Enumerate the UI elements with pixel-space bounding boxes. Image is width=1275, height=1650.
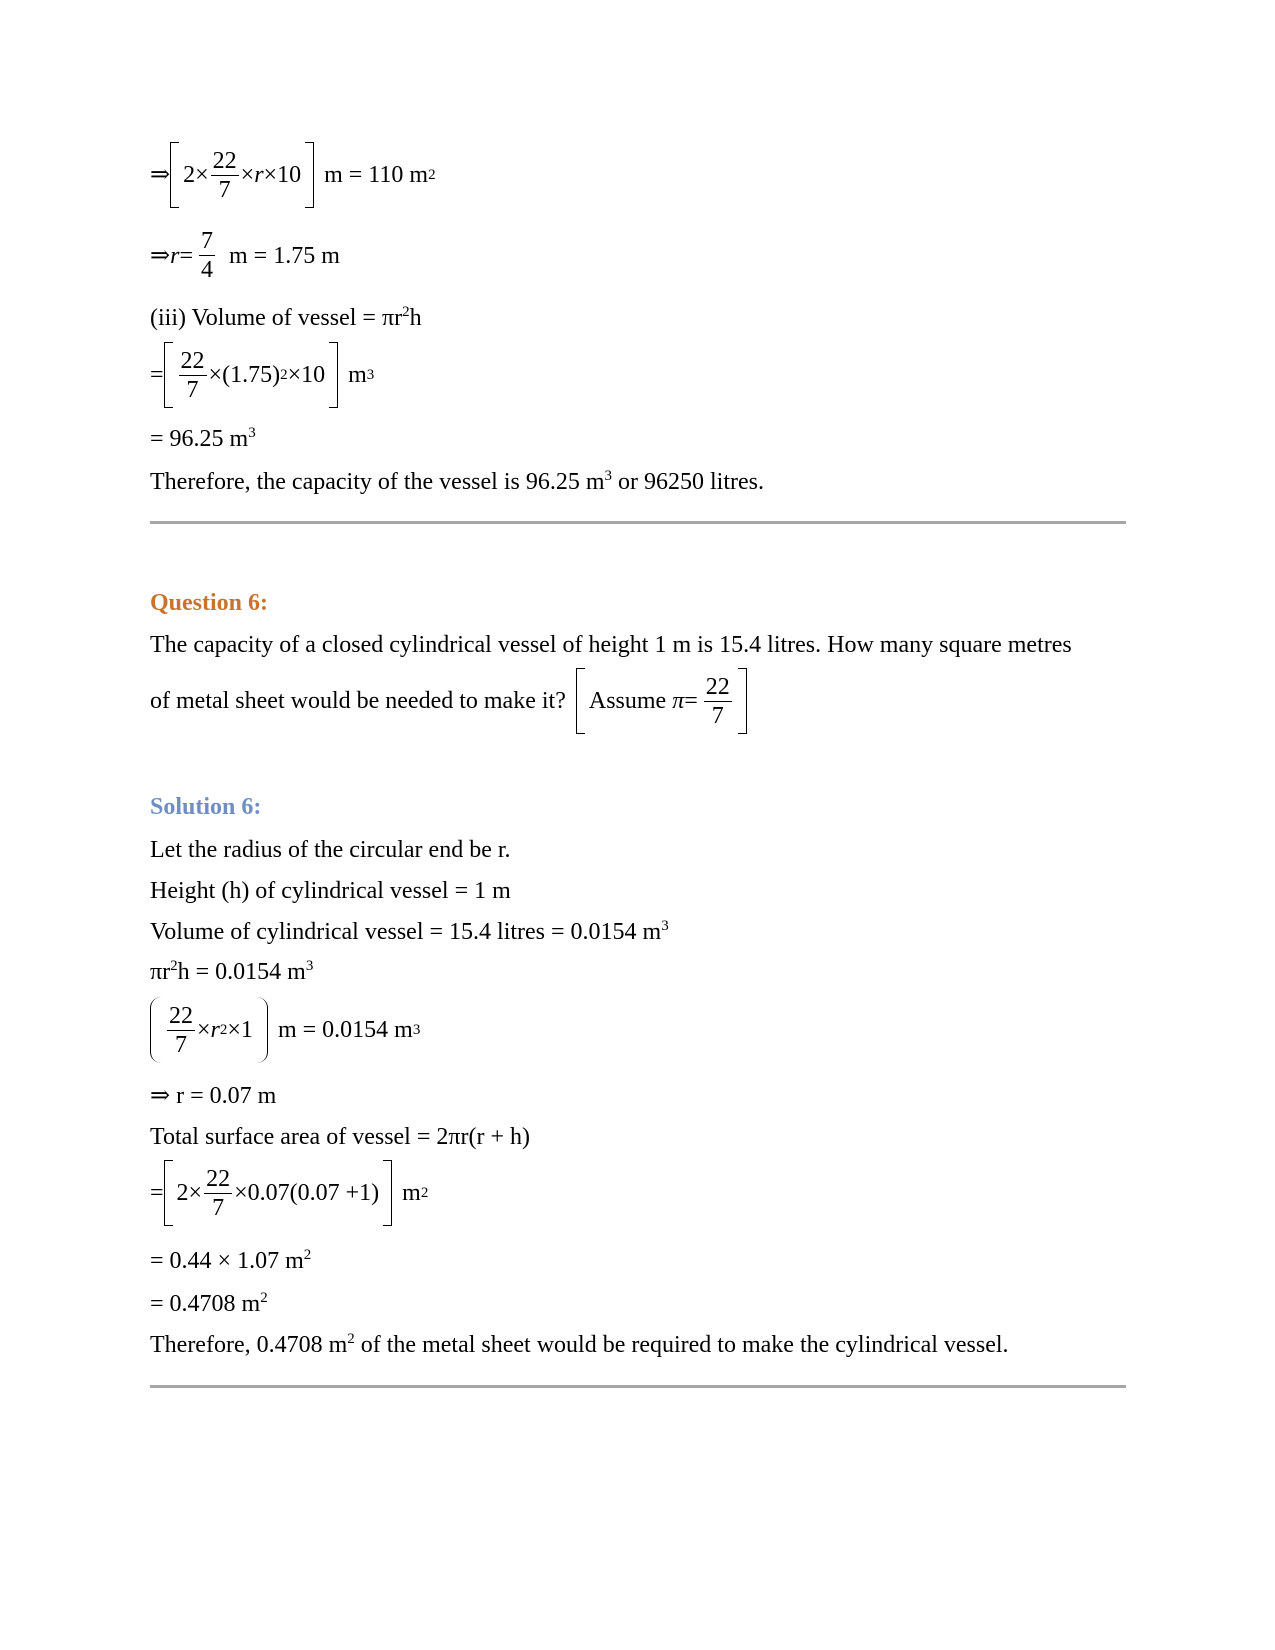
section-divider: [150, 1385, 1126, 1388]
question-text-line-1: The capacity of a closed cylindrical vessel of height 1 m is 15.4 litres. How many square metres: [150, 632, 1072, 658]
volume-result: = 96.25 $m^3$: [150, 425, 256, 452]
fraction: $\frac{7}{4}$: [201, 228, 213, 283]
solution-line: = 0.4708 $m^2$: [150, 1290, 268, 1317]
solution-line: Let the radius of the circular end be r.: [150, 837, 511, 863]
solution-line: ⇒ r = 0.07 m: [150, 1083, 277, 1109]
equation-step-1: ⇒ 2× $\frac{22}{7}$ × r ×10 m = 110 m 2: [150, 142, 436, 208]
fraction: $\frac{22}{7}$: [705, 673, 730, 729]
equation-step: $\frac{22}{7}$ × r 2 ×1 m = 0.0154 m 3: [150, 997, 420, 1071]
solution-conclusion: Therefore, 0.4708 $m^2$ of the metal sheet would be required to make the cylindrical vessel.: [150, 1331, 1009, 1358]
volume-formula-line: (iii) Volume of vessel = $\pi r^2h$: [150, 304, 422, 331]
solution-heading: Solution 6:: [150, 794, 262, 820]
solution-line: $\pi r^2h = 0.0154$ $m^3$: [150, 958, 314, 985]
fraction: $\frac{22}{7}$: [169, 1002, 193, 1058]
question-heading: Question 6:: [150, 590, 269, 616]
solution-line: Height (h) of cylindrical vessel = 1 m: [150, 878, 511, 904]
section-divider: [150, 521, 1126, 524]
fraction: $\frac{22}{7}$: [180, 347, 205, 403]
equation-step-3: = $\frac{22}{7}$ ×(1.75) 2 ×10 m 3: [150, 342, 374, 408]
fraction: $\frac{22}{7}$: [212, 147, 237, 203]
solution-line: Volume of cylindrical vessel = 15.4 litres = 0.0154 $m^3$: [150, 918, 669, 945]
solution-line: Total surface area of vessel = 2πr(r + h): [150, 1124, 531, 1150]
solution-line: = 0.44 × 1.07 $m^2$: [150, 1247, 312, 1274]
question-text-line-2: of metal sheet would be needed to make it? Assume π = $\frac{22}{7}$: [150, 668, 757, 734]
fraction: $\frac{22}{7}$: [206, 1165, 231, 1221]
equation-step: = 2× $\frac{22}{7}$ ×0.07(0.07 +1) m 2: [150, 1160, 428, 1226]
conclusion-text: Therefore, the capacity of the vessel is 96.25 $m^3$ or 96250 litres.: [150, 468, 764, 495]
equation-step-2: ⇒ r = $\frac{7}{4}$ m = 1.75 m: [150, 228, 340, 283]
